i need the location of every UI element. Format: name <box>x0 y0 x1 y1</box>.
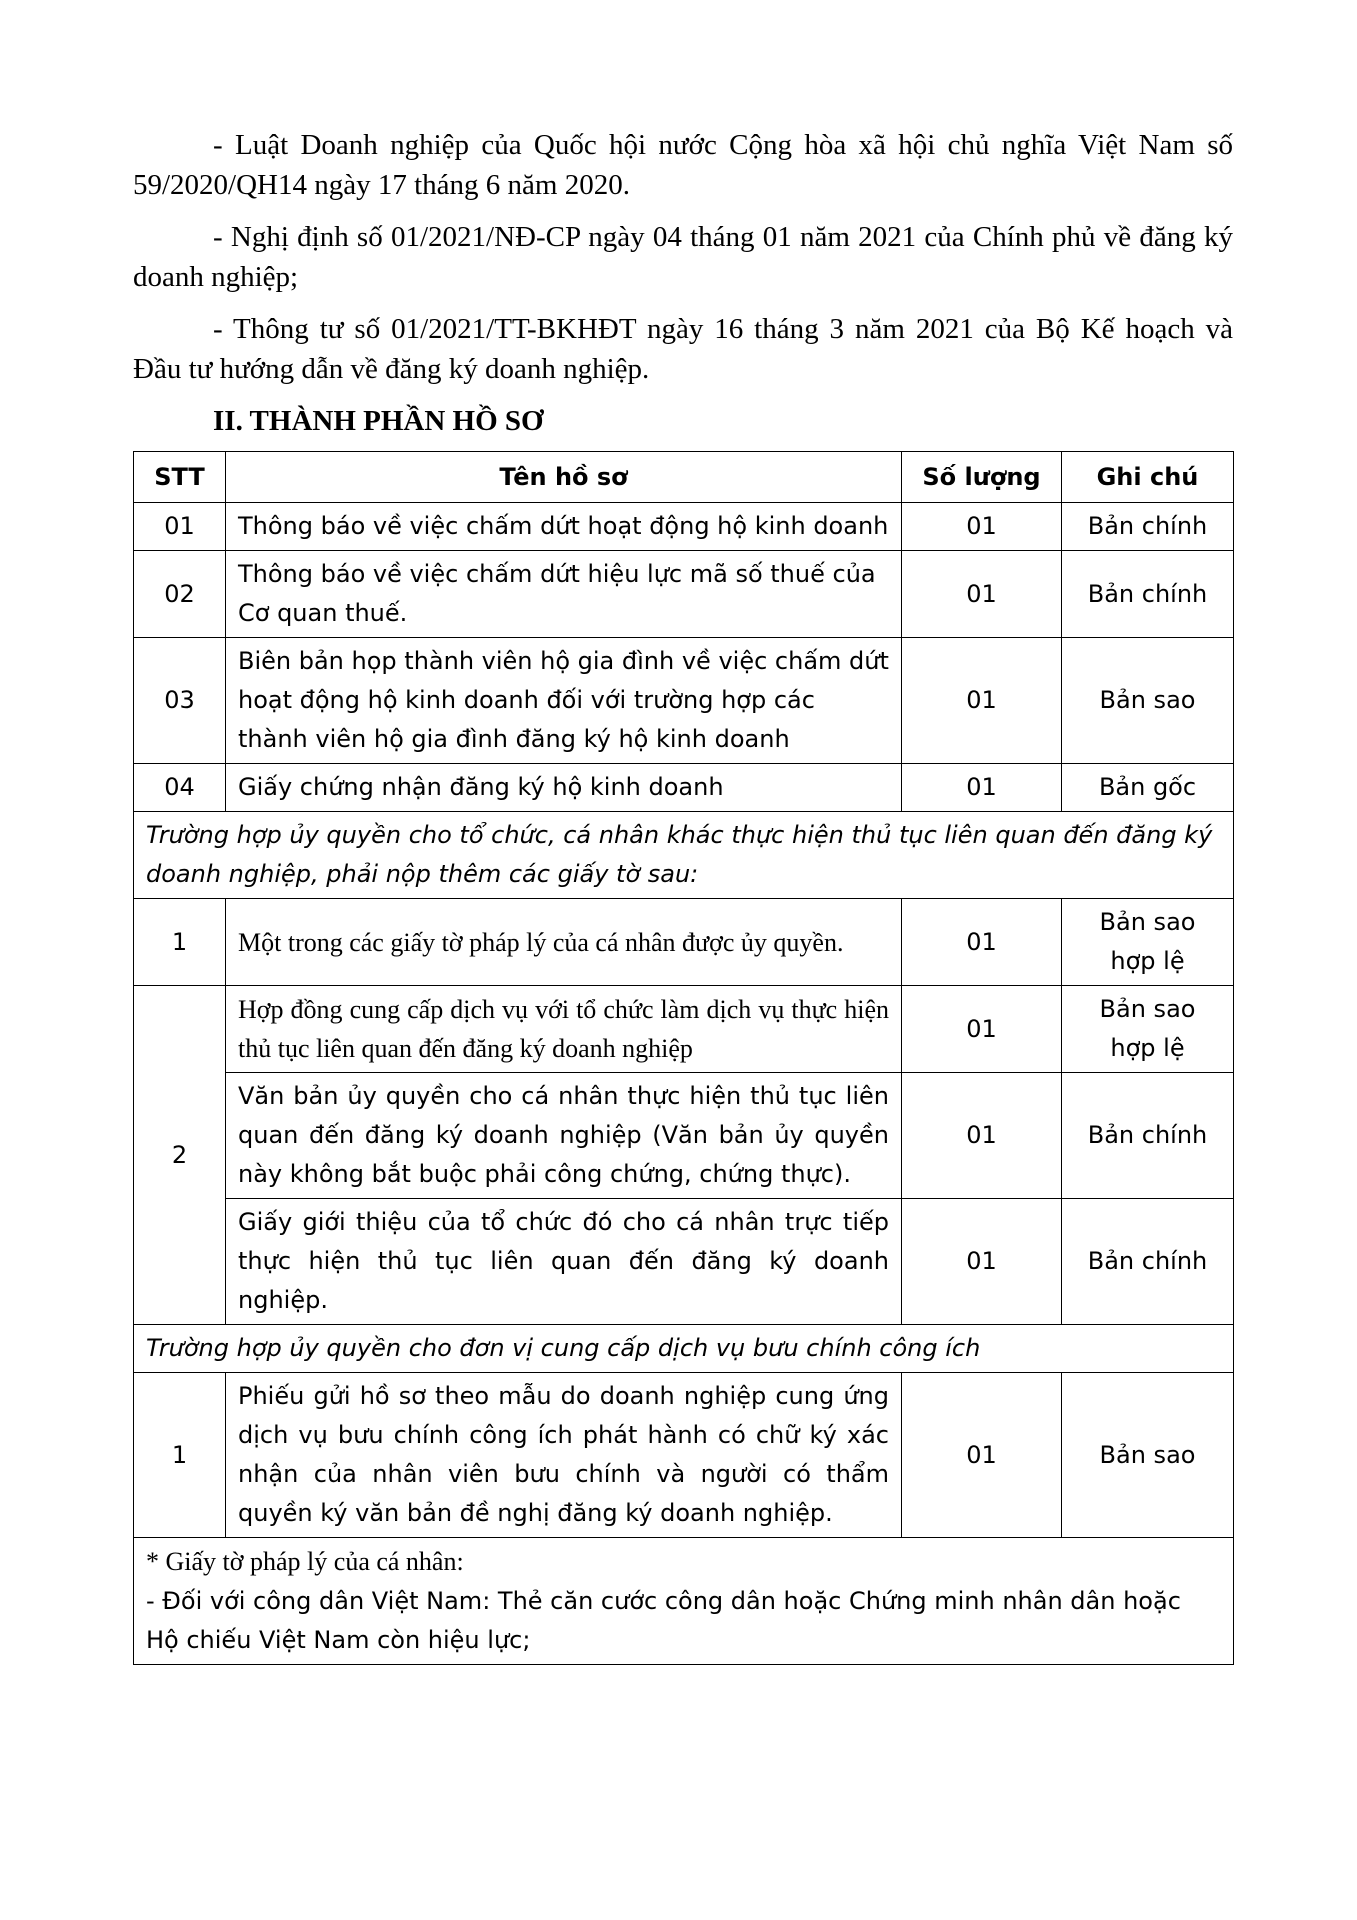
row-name: Một trong các giấy tờ pháp lý của cá nhân được ủy quyền. <box>226 899 902 986</box>
row-name: Văn bản ủy quyền cho cá nhân thực hiện thủ tục liên quan đến đăng ký doanh nghiệp (Văn bản ủy quyền này không bắt buộc phải công chứng, chứng thực). <box>226 1073 902 1199</box>
row-name: Giấy giới thiệu của tổ chức đó cho cá nhân trực tiếp thực hiện thủ tục liên quan đến đăng ký doanh nghiệp. <box>226 1199 902 1325</box>
postal-note-row <box>134 1325 1234 1373</box>
intro-paragraph-law: - Luật Doanh nghiệp của Quốc hội nước Cộng hòa xã hội chủ nghĩa Việt Nam số 59/2020/QH14 ngày 17 tháng 6 năm 2020. <box>133 129 1233 201</box>
footnote-title: * Giấy tờ pháp lý của cá nhân: <box>146 1547 464 1576</box>
section-heading: II. THÀNH PHẦN HỒ SƠ <box>213 405 544 437</box>
header-note: Ghi chú <box>1062 452 1234 503</box>
header-quantity: Số lượng <box>902 452 1062 503</box>
row-note: Bản chính <box>1062 503 1234 551</box>
row-name: Thông báo về việc chấm dứt hiệu lực mã số thuế của Cơ quan thuế. <box>226 551 902 638</box>
table-header-row <box>134 452 1234 503</box>
authorization-note-row <box>134 812 1234 899</box>
table-row <box>134 899 1234 986</box>
row-note: Bản sao <box>1062 638 1234 764</box>
row-quantity: 01 <box>902 1073 1062 1199</box>
document-page <box>133 125 1233 1665</box>
row-quantity: 01 <box>902 1373 1062 1538</box>
row-quantity: 01 <box>902 1199 1062 1325</box>
document-list-table <box>133 451 1234 1665</box>
table-row <box>134 1373 1234 1538</box>
row-name: Hợp đồng cung cấp dịch vụ với tổ chức làm dịch vụ thực hiện thủ tục liên quan đến đăng ký doanh nghiệp <box>226 986 902 1073</box>
row-stt: 1 <box>134 1373 226 1538</box>
row-quantity: 01 <box>902 899 1062 986</box>
footnote-cell <box>134 1538 1234 1665</box>
table-row <box>134 1073 1234 1199</box>
row-stt: 2 <box>134 986 226 1325</box>
row-note: Bản chính <box>1062 1073 1234 1199</box>
footnote-text: - Đối với công dân Việt Nam: Thẻ căn cước công dân hoặc Chứng minh nhân dân hoặc Hộ chiếu Việt Nam còn hiệu lực; <box>146 1587 1181 1654</box>
row-name: Biên bản họp thành viên hộ gia đình về việc chấm dứt hoạt động hộ kinh doanh đối với trường hợp các thành viên hộ gia đình đăng ký hộ kinh doanh <box>226 638 902 764</box>
intro-paragraph-circular: - Thông tư số 01/2021/TT-BKHĐT ngày 16 tháng 3 năm 2021 của Bộ Kế hoạch và Đầu tư hướng dẫn về đăng ký doanh nghiệp. <box>133 313 1233 385</box>
row-note: Bản sao hợp lệ <box>1062 986 1234 1073</box>
row-note: Bản sao <box>1062 1373 1234 1538</box>
footnote-row <box>134 1538 1234 1665</box>
row-quantity: 01 <box>902 551 1062 638</box>
intro-paragraph-decree: - Nghị định số 01/2021/NĐ-CP ngày 04 tháng 01 năm 2021 của Chính phủ về đăng ký doanh nghiệp; <box>133 221 1233 293</box>
table-row <box>134 503 1234 551</box>
row-stt: 04 <box>134 764 226 812</box>
authorization-note: Trường hợp ủy quyền cho tổ chức, cá nhân khác thực hiện thủ tục liên quan đến đăng ký doanh nghiệp, phải nộp thêm các giấy tờ sau: <box>134 812 1234 899</box>
row-stt: 03 <box>134 638 226 764</box>
row-name: Giấy chứng nhận đăng ký hộ kinh doanh <box>226 764 902 812</box>
row-stt: 01 <box>134 503 226 551</box>
header-stt: STT <box>134 452 226 503</box>
row-quantity: 01 <box>902 503 1062 551</box>
row-name: Phiếu gửi hồ sơ theo mẫu do doanh nghiệp cung ứng dịch vụ bưu chính công ích phát hành có chữ ký xác nhận của nhân viên bưu chính và người có thẩm quyền ký văn bản đề nghị đăng ký doanh nghiệp. <box>226 1373 902 1538</box>
row-stt: 02 <box>134 551 226 638</box>
table-row <box>134 986 1234 1073</box>
row-note: Bản chính <box>1062 551 1234 638</box>
row-quantity: 01 <box>902 638 1062 764</box>
table-row <box>134 638 1234 764</box>
row-note: Bản chính <box>1062 1199 1234 1325</box>
header-name: Tên hồ sơ <box>226 452 902 503</box>
row-stt: 1 <box>134 899 226 986</box>
table-row <box>134 1199 1234 1325</box>
table-row <box>134 764 1234 812</box>
row-name: Thông báo về việc chấm dứt hoạt động hộ kinh doanh <box>226 503 902 551</box>
row-note: Bản gốc <box>1062 764 1234 812</box>
postal-note: Trường hợp ủy quyền cho đơn vị cung cấp dịch vụ bưu chính công ích <box>134 1325 1234 1373</box>
row-note: Bản sao hợp lệ <box>1062 899 1234 986</box>
table-row <box>134 551 1234 638</box>
row-quantity: 01 <box>902 764 1062 812</box>
row-quantity: 01 <box>902 986 1062 1073</box>
